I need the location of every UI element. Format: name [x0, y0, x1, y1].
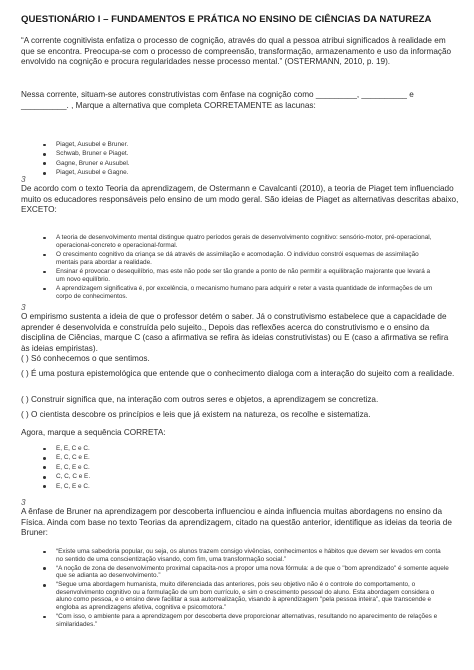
q3-options	[39, 445, 239, 492]
q3-option-5[interactable]: E, C, E e C.	[39, 483, 239, 491]
q4-option-4[interactable]: “Com isso, o ambiente para a aprendizagem por descoberta deve proporcionar alternativas, resultando no aparecimento de relações e similaridades.”	[39, 613, 449, 628]
q4-option-1[interactable]: “Existe uma sabedoria popular, ou seja, os alunos trazem consigo vivências, conhecimentos e hábitos que devem ser levados em conta no sentido de uma conscientização visando, com fim, uma transformação social.”	[39, 548, 449, 563]
document-title: QUESTIONÁRIO I – FUNDAMENTOS E PRÁTICA NO ENSINO DE CIÊNCIAS DA NATUREZA	[21, 14, 432, 25]
q4-option-3[interactable]: “Segue uma abordagem humanista, muito diferenciada das anteriores, pois seu objetivo não é o controle do comportamento, o desenvolvimento cognitivo ou a formulação de um bom currículo, e sim o crescimento pessoal do aluno. Esta abordagem considera o aluno como pessoa, e o ensino deve facilitar a sua autorrealização, visando à aprendizagem "pela pessoa inteira", que transcende e engloba as aprendizagens afetiva, cognitiva e psicomotora.”	[39, 581, 449, 611]
q2-option-2[interactable]: O crescimento cognitivo da criança se dá através de assimilação e acomodação. O indivíduo constrói esquemas de assimilação mentais para abordar a realidade.	[39, 251, 434, 266]
q3-option-1[interactable]: E, E, C e C.	[39, 445, 239, 453]
q3-option-2[interactable]: E, C, C e E.	[39, 454, 239, 462]
q1-prompt: Nessa corrente, situam-se autores construtivistas com ênfase na cognição como _________, __________ e __________. , Marque a alternativa que completa CORRETAMENTE as lacunas:	[21, 90, 414, 110]
q2-number: 3	[21, 175, 26, 184]
q2-option-4[interactable]: A aprendizagem significativa é, por excelência, o mecanismo humano para adquirir e reter a vasta quantidade de informações de um corpo de conhecimentos.	[39, 285, 434, 300]
q3-option-4[interactable]: C, C, C e E.	[39, 473, 239, 481]
q1-options	[39, 141, 339, 179]
q2-prompt: De acordo com o texto Teoria da aprendizagem, de Ostermann e Cavalcanti (2010), a teoria de Piaget tem influenciado muito os educadores responsáveis pelo ensino de um modo geral. São ideias de Piaget as alternativas descritas abaixo, EXCETO:	[21, 184, 459, 215]
q1-option-4[interactable]: Piaget, Ausubel e Gagne.	[39, 169, 339, 177]
q3-statement-3[interactable]: ( ) Construir significa que, na interação com outros seres e objetos, a aprendizagem se concretiza.	[21, 395, 379, 404]
q3-prompt: O empirismo sustenta a ideia de que o professor detém o saber. Já o construtivismo estabelece que a capacidade de aprender é desenvolvida e construída pelo sujeito., Depois das reflexões acerca do construtivismo e o ensino da disciplina de Ciências, marque C (caso a afirmativa se refira às ideias construtivistas) ou E (caso a afirmativa se refira às ideias empiristas).	[21, 312, 449, 353]
q1-option-3[interactable]: Gagne, Bruner e Ausubel.	[39, 160, 339, 168]
q3-number: 3	[21, 303, 26, 312]
q4-prompt: A ênfase de Bruner na aprendizagem por descoberta influenciou e ainda influencia muitas abordagens no ensino da Física. Ainda com base no texto Teorias da aprendizagem, citado na questão anterior, identifique as ideias da teoria de Bruner:	[21, 507, 452, 538]
q3-statement-2[interactable]: ( ) É uma postura epistemológica que entende que o conhecimento dialoga com a interação do sujeito com a realidade.	[21, 369, 455, 378]
q1-option-2[interactable]: Schwab, Bruner e Piaget.	[39, 150, 339, 158]
q3-statement-1[interactable]: ( ) Só conhecemos o que sentimos.	[21, 354, 150, 363]
q3-statement-4[interactable]: ( ) O cientista descobre os princípios e leis que já existem na natureza, os recolhe e sistematiza.	[21, 410, 371, 419]
q4-option-2[interactable]: “A noção de zona de desenvolvimento proximal capacita-nos a propor uma nova fórmula: a de que o "bom aprendizado" é somente aquele que se adianta ao desenvolvimento.”	[39, 565, 449, 580]
q2-option-1[interactable]: A teoria de desenvolvimento mental distingue quatro períodos gerais de desenvolvimento cognitivo: sensório-motor, pré-operacional, operacional-concreto e operacional-formal.	[39, 234, 434, 249]
q1-quote: “A corrente cognitivista enfatiza o processo de cognição, através do qual a pessoa atribui significados à realidade em que se encontra. Preocupa-se com o processo de compreensão, transformação, armazenamento e uso da informação envolvido na cognição e procura regularidades nesse processo mental.” (OSTERMANN, 2010, p. 19).	[21, 36, 452, 67]
q4-number: 3	[21, 498, 26, 507]
q4-options	[39, 548, 449, 630]
q2-options	[39, 234, 434, 302]
q2-option-3[interactable]: Ensinar é provocar o desequilíbrio, mas este não pode ser tão grande a ponto de não permitir a equilibração majorante que levará a um novo equilíbrio.	[39, 268, 434, 283]
q3-option-3[interactable]: E, C, E e C.	[39, 464, 239, 472]
q3-ask: Agora, marque a sequência CORRETA:	[21, 428, 166, 437]
q1-option-1[interactable]: Piaget, Ausubel e Bruner.	[39, 141, 339, 149]
